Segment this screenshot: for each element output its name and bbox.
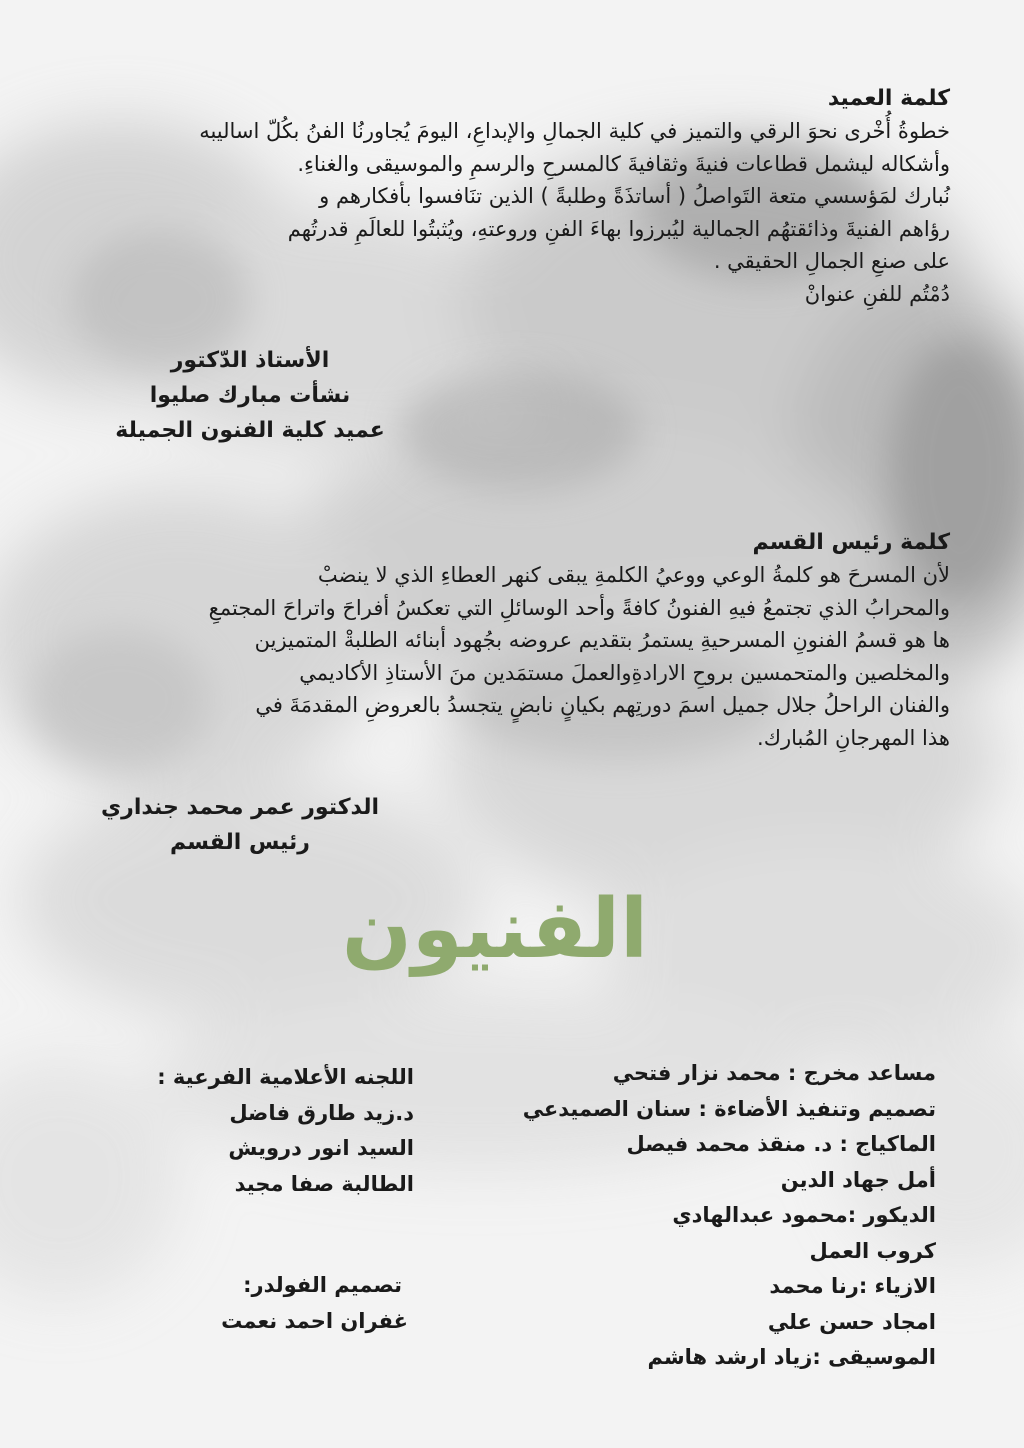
dean-message-line: خطوةُ أُخْرى نحوَ الرقي والتميز في كلية الجمالِ والإبداعِ، اليومَ يُجاورنُا الفنُ بكُلّ اساليبه bbox=[199, 119, 950, 143]
credit-line: الموسيقى :زياد ارشد هاشم bbox=[647, 1345, 936, 1369]
media-committee bbox=[54, 1060, 414, 1202]
dean-message-line: دُمْتُم للفنِ عنوانْ bbox=[804, 281, 950, 306]
folder-design bbox=[48, 1268, 408, 1339]
head-position: رئيس القسم bbox=[170, 830, 310, 855]
head-message-heading: كلمة رئيس القسم bbox=[752, 530, 950, 555]
credit-line: تصميم وتنفيذ الأضاءة : سنان الصميدعي bbox=[522, 1096, 936, 1121]
head-message-line: والمخلصين والمتحمسين بروحِ الارادةِوالعملَ مستمَدين منَ الأستاذِ الأكاديمي bbox=[299, 660, 950, 685]
festival-title: الفنيون bbox=[341, 882, 649, 977]
head-message-line: والفنان الراحلُ جلال جميل اسمَ دورتِهم بكيانٍ نابضٍ يتجسدُ بالعروضِ المقدمَةَ في bbox=[255, 693, 950, 717]
head-message bbox=[30, 530, 950, 754]
dean-message-line: نُبارك لمَؤسسي متعة التَواصلُ ( أساتذَةً وطلبةً ) الذين تنَافسوا بأفكارهم و bbox=[319, 184, 950, 208]
head-message-line: ها هو قسمُ الفنونِ المسرحيةِ يستمرُ بتقديم عروضه بجُهود أبنائه الطلبةْ المتميزين bbox=[254, 628, 950, 652]
dean-name: نشأت مبارك صليوا bbox=[149, 383, 351, 408]
folder-design-name: غفران احمد نعمت bbox=[221, 1308, 408, 1333]
media-committee-heading: اللجنه الأعلامية الفرعية : bbox=[157, 1065, 414, 1089]
head-message-line: لأن المسرحَ هو كلمةُ الوعي ووعيُ الكلمةِ يبقى كنهر العطاءِ الذي لا ينضبْ bbox=[317, 563, 950, 587]
credit-line: أمل جهاد الدين bbox=[780, 1167, 936, 1192]
dean-message-line: على صنعِ الجمالِ الحقيقي . bbox=[713, 249, 950, 273]
dean-message-heading: كلمة العميد bbox=[827, 86, 950, 111]
head-signature bbox=[80, 790, 400, 860]
credit-line: امجاد حسن علي bbox=[767, 1309, 936, 1334]
head-message-line: هذا المهرجانِ المُبارك. bbox=[757, 725, 950, 750]
dean-message-line: رؤاهم الفنيةَ وذائقتهُم الجمالية ليُبرزوا بهاءَ الفنِ وروعتهِ، ويُثبتُوا للعالَمِ قدرتُهم bbox=[287, 216, 950, 241]
credits-right bbox=[476, 1056, 936, 1376]
head-message-line: والمحرابُ الذي تجتمعُ فيهِ الفنونُ كافةً وأحد الوسائلِ التي تعكسُ أفراحَ واتراحَ المجتمعِ bbox=[208, 595, 950, 620]
credit-line: الازياء :رنا محمد bbox=[769, 1274, 936, 1298]
credit-line: الماكياج : د. منقذ محمد فيصل bbox=[626, 1132, 936, 1156]
media-committee-member: الطالبة صفا مجيد bbox=[234, 1171, 414, 1196]
dean-signature bbox=[100, 343, 400, 448]
media-committee-member: د.زيد طارق فاضل bbox=[229, 1100, 414, 1125]
folder-design-heading: تصميم الفولدر: bbox=[243, 1273, 402, 1297]
media-committee-member: السيد انور درويش bbox=[228, 1136, 414, 1160]
dean-message bbox=[30, 86, 950, 310]
head-name: الدكتور عمر محمد جنداري bbox=[100, 795, 380, 820]
credit-line: كروب العمل bbox=[809, 1238, 936, 1263]
credit-line: الديكور :محمود عبدالهادي bbox=[672, 1203, 936, 1227]
credit-line: مساعد مخرج : محمد نزار فتحي bbox=[612, 1061, 936, 1085]
dean-message-line: وأشكاله ليشمل قطاعات فنيةَ وثقافيةَ كالمسرحِ والرسمِ والموسيقى والغناءِ. bbox=[297, 151, 950, 176]
dean-title: الأستاذ الدّكتور bbox=[170, 348, 330, 373]
dean-position: عميد كلية الفنون الجميلة bbox=[115, 418, 385, 443]
